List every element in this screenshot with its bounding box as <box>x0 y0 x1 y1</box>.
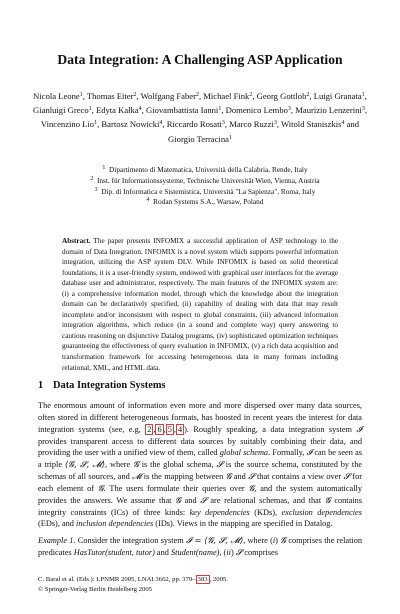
affiliation: $^3$ Dip. di Informatica e Sistemistica, Università "La Sapienza", Roma, Italy <box>94 186 316 196</box>
affiliation-marker: 2 <box>133 92 137 98</box>
math-symbol: 𝓖 <box>97 482 104 493</box>
math-symbol: 𝓖 <box>175 494 181 505</box>
math-definition: 𝓘 = ⟨𝓖, 𝓢, 𝓜⟩ <box>186 535 244 546</box>
predicate-student: Student(name) <box>171 548 220 558</box>
predicate-has-tutor: HasTutor(student, tutor) <box>73 548 155 558</box>
math-symbol: 𝓖 <box>133 459 139 470</box>
affiliation-marker: 3 <box>361 106 365 113</box>
author-name: Gianluigi Greco$^1$, <box>33 105 94 116</box>
affiliation: $^4$ Rodan Systems S.A., Warsaw, Poland <box>146 197 264 207</box>
author-name: Bartosz Nowicki$^4$, <box>101 119 165 130</box>
author-name: Maurizio Lenzerini$^3$, <box>295 105 367 116</box>
math-symbol: 𝓢 <box>343 471 350 482</box>
citation-link[interactable]: 2 <box>147 424 152 434</box>
term-global-schema: global schema <box>219 448 269 458</box>
affiliation-marker: 1 <box>228 134 232 141</box>
affiliation-list <box>60 165 350 208</box>
abstract-text: The paper presents INFOMIX a successful application of ASP technology to the domain of Data Integration. INFOMIX is a novel system which supports powerful information integration, utilizing the ASP system DLV. While INFOMIX is based on solid theoretical foundations, it is a user-friendly system, endowed with graphical user interfaces for the average database user and administrator, respectively. The main features of the INFOMIX system are: (i) a comprehensive information model, through which the knowledge about the integration domain can be declaratively specified, (ii) capability of dealing with data that may result incomplete and/or inconsistent with respect to global constraints, (iii) advanced information integration algorithms, which reduce (in a sound and complete way) query answering to cautious reasoning on disjunctive Datalog programs, (iv) sophisticated optimization techniques guaranteeing the effectiveness of query evaluation in INFOMIX, (v) a rich data acquisition and transformation framework for accessing heterogeneous data in many formats including relational, XML, and HTML data. <box>62 237 339 372</box>
paragraph-1: The enormous amount of information even more and more dispersed over many data sources, often stored in different heterogeneous formats, has boosted in recent years the interest for data integration systems (see, e.g, 2 , 6 , 5 , 4 ). Roughly speaking, a data integration system 𝓘 provides transparent access to different data sources by suitably combining their data, and providing the user with a unified view of them, called global schema. Formally, 𝓘 can be seen as a triple ⟨𝓖, 𝓢, 𝓜⟩, where 𝓖 is the global schema, 𝓢 is the source schema, constituted by the schemas of all sources, and 𝓜 is the mapping between 𝓖 and 𝓢 that contains a view over 𝓢 for each element of 𝓖. The users formulate their queries over 𝓖, and the system automatically provides the answers. We assume that 𝓖 and 𝓢 are relational schemas, and that 𝓖 contains integrity constraints (ICs) of three kinds: key dependencies (KDs), exclusion dependencies (EDs), and inclusion dependencies (IDs). Views in the mapping are specified in Datalog. <box>38 401 363 529</box>
author-name: Giorgio Terracina$^1$ <box>168 133 232 144</box>
section-number: 1 <box>38 380 44 391</box>
author-name: Witold Staniszkis$^4$ <box>280 119 345 130</box>
affiliation-marker: 1 <box>361 92 365 98</box>
math-symbol: 𝓘 <box>306 447 313 458</box>
affiliation-marker: 2 <box>249 92 253 98</box>
affiliation-marker: 1 <box>79 92 83 98</box>
affiliation-marker: 1 <box>88 106 92 113</box>
math-symbol: 𝓖 <box>324 494 331 505</box>
section-heading <box>38 380 166 391</box>
author-name: Thomas Eiter$^2$, <box>86 91 139 101</box>
term-inclusion-dependencies: inclusion dependencies <box>76 519 154 529</box>
author-name: Domenico Lembo$^3$, <box>225 105 294 116</box>
affiliation-marker: 3 <box>287 106 291 113</box>
author-name: Michael Fink$^2$, <box>203 91 255 101</box>
term-exclusion-dependencies: exclusion dependencies <box>281 507 362 517</box>
affiliation-marker: 4 <box>159 120 163 127</box>
affiliation-marker: 2 <box>195 92 199 98</box>
author-name: Edyta Kałka$^4$, <box>95 105 144 116</box>
author-list: Nicola Leone$^1$, Thomas Eiter$^2$, Wolfgang Faber$^2$, Michael Fink$^2$, Georg Gottlob$^2$, Luigi Granata$^1$, Gianluigi Greco$^1$, Edyta Kałka$^4$, Giovambattista Ianni$^1$, Domenico Lembo$^3$, Maurizio Lenzerini$^3$, Vincenzino Lio$^1$, Bartosz Nowicki$^4$, Riccardo Rosati$^3$, Marco Ruzzi$^3$, Witold Staniszkis$^4$ and Giorgio Terracina$^1$ <box>33 91 367 144</box>
author-name: Wolfgang Faber$^2$, <box>140 91 202 101</box>
page-footer <box>38 575 368 595</box>
math-symbol: 𝓖 <box>225 471 232 482</box>
math-symbol: 𝓢 <box>216 459 223 470</box>
math-symbol: 𝓢 <box>200 494 207 505</box>
author-name: Vincenzino Lio$^1$, <box>40 119 100 130</box>
affiliation-marker: 1 <box>218 106 222 113</box>
affiliation-marker: 3 <box>94 186 98 193</box>
affiliation: $^1$ Dipartimento di Matematica, Università della Calabria, Rende, Italy <box>102 165 308 174</box>
affiliation-marker: 3 <box>273 120 277 127</box>
author-name: Riccardo Rosati$^3$, <box>166 119 228 130</box>
affiliation-marker: 4 <box>138 106 142 113</box>
author-name: Georg Gottlob$^2$, <box>256 91 312 101</box>
section-title: Data Integration Systems <box>53 380 166 391</box>
math-symbol: 𝓖 <box>248 482 255 493</box>
copyright-line: © Springer-Verlag Berlin Heidelberg 2005 <box>38 585 153 593</box>
affiliation-marker: 4 <box>146 197 150 204</box>
affiliation-marker: 1 <box>102 165 106 171</box>
affiliation-marker: 1 <box>94 120 98 127</box>
affiliation-marker: 2 <box>90 175 94 182</box>
affiliation-marker: 4 <box>341 120 345 127</box>
affiliation-marker: 2 <box>306 92 310 98</box>
author-name: Marco Ruzzi$^3$, <box>229 119 279 130</box>
math-symbol: 𝓖 <box>280 535 287 546</box>
math-symbol: 𝓢 <box>248 471 255 482</box>
paper-title: Data Integration: A Challenging ASP Application <box>57 52 343 67</box>
affiliation: $^2$ Inst. für Informationssysteme, Technische Universität Wien, Vienna, Austria <box>90 175 320 185</box>
author-name: Giovambattista Ianni$^1$, <box>145 105 224 116</box>
paragraph-example-1: Example 1. Consider the integration system 𝓘 = ⟨𝓖, 𝓢, 𝓜⟩, where (i) 𝓖 comprises the relation predicates HasTutor(student, tutor) and Student(name), (ii) 𝓢 comprises <box>38 535 362 558</box>
math-triple: ⟨𝓖, 𝓢, 𝓜⟩ <box>64 459 106 470</box>
math-symbol: 𝓘 <box>356 423 362 434</box>
term-key-dependencies: key dependencies <box>189 507 250 517</box>
math-symbol: 𝓜 <box>132 471 142 482</box>
affiliation-marker: 3 <box>221 120 225 127</box>
body-text <box>38 400 362 559</box>
example-label: Example 1. <box>38 536 76 546</box>
citation-link[interactable]: 4 <box>177 424 183 434</box>
author-name: Luigi Granata$^1$, <box>313 91 367 101</box>
page-range-link[interactable]: 383 <box>197 576 208 583</box>
citation-link[interactable]: 6 <box>157 424 162 434</box>
abstract-label: Abstract. <box>62 237 91 245</box>
author-name: Nicola Leone$^1$, <box>33 91 85 101</box>
math-symbol: 𝓢 <box>235 547 243 558</box>
citation-line: C. Baral et al. (Eds.): LPNMR 2005, LNAI 3662, pp. 379– 383 , 2005. <box>38 576 228 583</box>
citation-link[interactable]: 5 <box>167 424 172 434</box>
abstract <box>62 236 338 373</box>
